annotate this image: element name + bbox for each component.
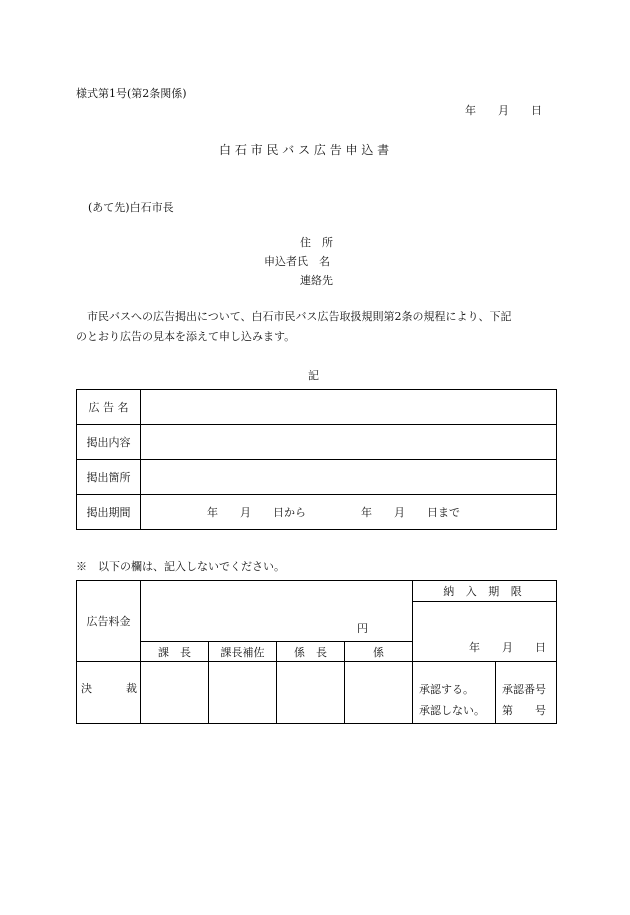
stamp-staff[interactable] [345, 662, 413, 724]
stamp-assistant-chief[interactable] [209, 662, 277, 724]
table-row [77, 581, 557, 602]
table-row [77, 425, 557, 460]
date-line: 年 月 日 [465, 104, 542, 117]
body-text-line-1: 市民バスへの広告掲出について、白石市民バス広告取扱規則第2条の規程により、下記 [76, 310, 512, 323]
contact-label: 連絡先 [300, 274, 333, 287]
table-row [77, 460, 557, 495]
period-to: 年 月 日まで [361, 506, 460, 519]
note: ※ 以下の欄は、記入しないでください。 [76, 560, 285, 573]
office-use-table [76, 580, 557, 724]
role-assistant-chief: 課長補佐 [209, 642, 277, 662]
page-title: 白 石 市 民 バ ス 広 告 申 込 書 [219, 143, 390, 157]
disapprove-option: 承認しない。 [419, 704, 485, 717]
ad-location-label: 掲出箇所 [77, 460, 141, 495]
approval-number-line: 第 号 [502, 704, 546, 717]
yen-label: 円 [141, 581, 413, 642]
ad-name-label: 広 告 名 [77, 390, 141, 425]
body-text-line-2: のとおり広告の見本を添えて申し込みます。 [76, 330, 296, 343]
fee-label: 広告料金 [77, 581, 141, 662]
deadline-date: 年 月 日 [413, 602, 557, 662]
role-subsection-chief: 係 長 [277, 642, 345, 662]
ad-content-value[interactable] [141, 425, 557, 460]
period-label: 掲出期間 [77, 495, 141, 530]
applicant-name-label: 申込者氏 名 [264, 255, 330, 268]
address-label: 住 所 [300, 236, 333, 249]
addressee: (あて先)白石市長 [88, 201, 174, 214]
ki-label: 記 [308, 369, 319, 382]
table-row [77, 662, 557, 724]
role-section-chief: 課 長 [141, 642, 209, 662]
stamp-section-chief[interactable] [141, 662, 209, 724]
ad-name-value[interactable] [141, 390, 557, 425]
approval-label: 決 裁 [77, 662, 141, 724]
ad-location-value[interactable] [141, 460, 557, 495]
period-from: 年 月 日から [207, 506, 306, 519]
deadline-label: 納 入 期 限 [413, 581, 557, 602]
period-value[interactable] [141, 495, 557, 530]
role-staff: 係 [345, 642, 413, 662]
table-row [77, 390, 557, 425]
approval-number-label: 承認番号 [502, 683, 546, 696]
table-row [77, 495, 557, 530]
stamp-subsection-chief[interactable] [277, 662, 345, 724]
approval-decision [413, 662, 496, 724]
approval-number [496, 662, 557, 724]
form-number: 様式第1号(第2条関係) [76, 87, 187, 100]
approve-option: 承認する。 [419, 683, 474, 696]
ad-content-label: 掲出内容 [77, 425, 141, 460]
application-table [76, 389, 557, 530]
